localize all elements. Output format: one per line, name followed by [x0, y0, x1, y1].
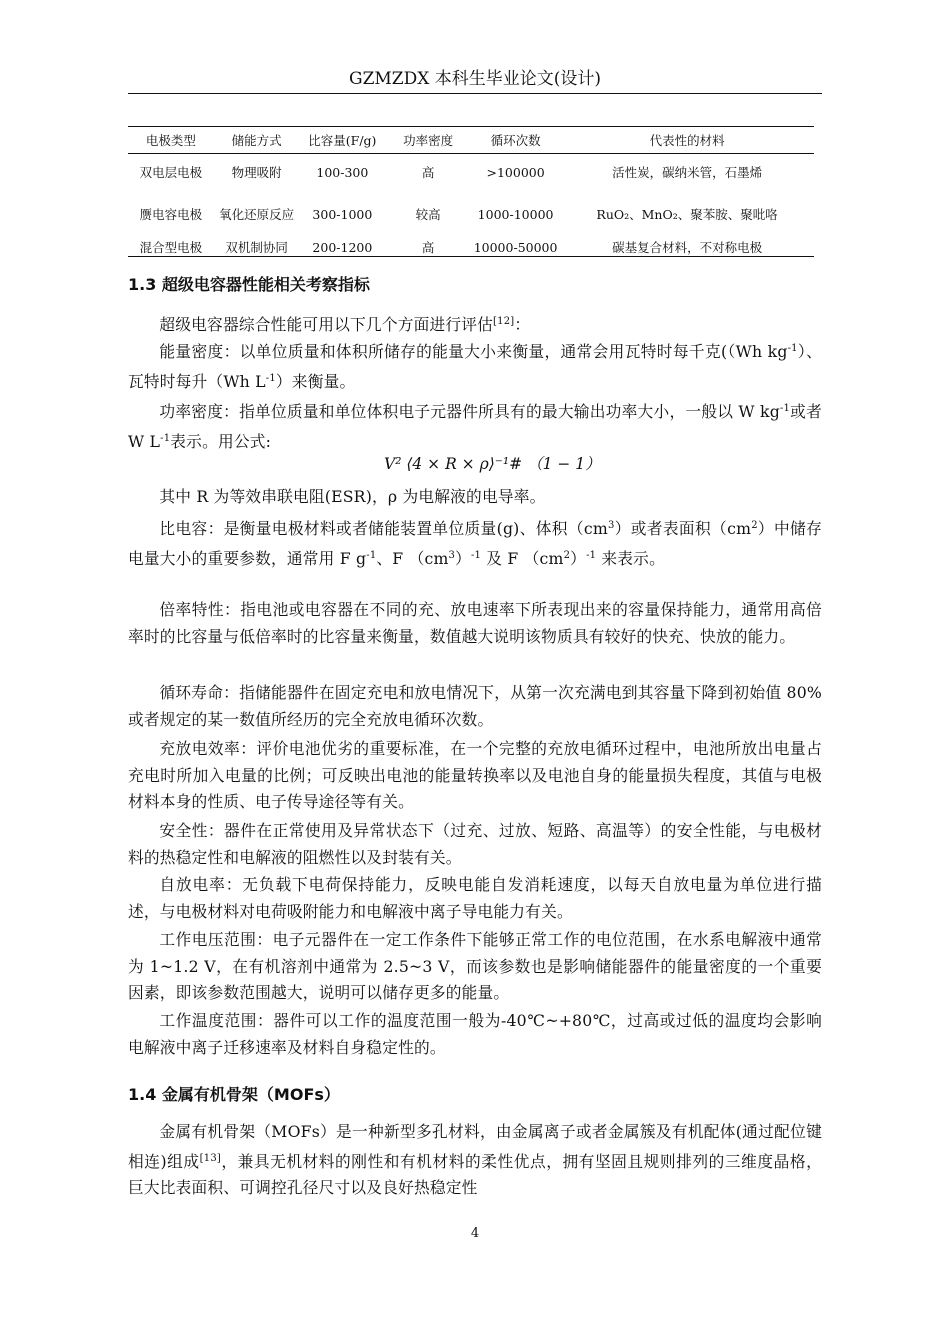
- table-cell: 高: [385, 238, 471, 257]
- table-header-row: [128, 127, 814, 154]
- paragraph-specific-capacitance: 比电容：是衡量电极材料或者储能装置单位质量(g)、体积$(cm^3)$或者表面积$(cm^2)$中储存电量大小的重要参数，通常用 F $g^{-1}$、F $(cm^3)^{-1}$ 及 F $(cm^2)^{-1}$ 来表示。: [128, 519, 822, 568]
- paragraph-self-discharge: 自放电率：无负载下电荷保持能力，反映电能自发消耗速度，以每天自放电量为单位进行描述，与电极材料对电荷吸附能力和电解液中离子导电能力有关。: [128, 875, 822, 921]
- table-header-cell: 比容量(F/g): [300, 127, 386, 154]
- section-heading-1-4: 1.4 金属有机骨架（MOFs）: [128, 1085, 340, 1104]
- table-row: [128, 154, 814, 191]
- table-cell: 高: [421, 164, 435, 180]
- table-row: [128, 190, 814, 238]
- table-cell: 10000-50000: [471, 238, 560, 257]
- paragraph-rate-capability: 倍率特性：指电池或电容器在不同的充、放电速率下所表现出来的容量保持能力，通常用高倍率时的比容量与低倍率时的比容量来衡量，数值越大说明该物质具有较好的快充、快放的能力。: [128, 600, 822, 646]
- table-header-cell: 代表性的材料: [560, 127, 814, 154]
- paragraph-voltage-range: 工作电压范围：电子元器件在一定工作条件下能够正常工作的电位范围，在水系电解液中通常为 1~1.2 V，在有机溶剂中通常为 2.5~3 V，而该参数也是影响储能器件的能量密度的一个重要因素，即该参数范围越大，说明可以储存更多的能量。: [128, 930, 822, 1002]
- paragraph-efficiency: 充放电效率：评价电池优劣的重要标准，在一个完整的充放电循环过程中，电池所放出电量占充电时所加入电量的比例；可反映出电池的能量转换率以及电池自身的能量损失程度，其值与电极材料本身的性质、电子传导途径等有关。: [128, 739, 822, 811]
- paragraph-temperature-range: 工作温度范围：器件可以工作的温度范围一般为-40℃~+80℃，过高或过低的温度均会影响电解液中离子迁移速率及材料自身稳定性的。: [128, 1011, 822, 1057]
- paragraph: 其中 R 为等效串联电阻(ESR)，ρ 为电解液的电导率。: [159, 487, 546, 506]
- table-cell: 200-1200: [300, 238, 386, 257]
- table-cell: 双机制协同: [214, 238, 300, 257]
- table-cell: 赝电容电极: [139, 206, 203, 222]
- table-row: [128, 238, 814, 257]
- table-cell: 物理吸附: [231, 164, 282, 180]
- paragraph-cycle-life: 循环寿命：指储能器件在固定充电和放电情况下，从第一次充满电到其容量下降到初始值 80%或者规定的某一数值所经历的完全充放电循环次数。: [128, 683, 822, 729]
- citation-ref: [12]: [493, 316, 515, 327]
- table-cell: 1000-10000: [477, 206, 554, 222]
- table-cell: 较高: [415, 206, 441, 222]
- table-header-cell: 循环次数: [471, 127, 560, 154]
- citation-ref: [13]: [199, 1152, 221, 1164]
- header-rule: [128, 93, 822, 94]
- table-cell: 100-300: [316, 164, 369, 180]
- paragraph: 超级电容器综合性能可用以下几个方面进行评估[12]：: [159, 315, 531, 335]
- table-cell: 300-1000: [312, 206, 373, 222]
- table-cell: 双电层电极: [139, 164, 203, 180]
- table-cell: 活性炭，碳纳米管，石墨烯: [612, 164, 763, 180]
- page-header: GZMZDX 本科生毕业论文(设计): [348, 69, 601, 89]
- page-number: 4: [470, 1226, 480, 1241]
- table-cell: 碳基复合材料，不对称电极: [560, 238, 814, 257]
- table-header-cell: 储能方式: [214, 127, 300, 154]
- table-cell: RuO₂、MnO₂、聚苯胺、聚吡咯: [596, 206, 778, 222]
- equation-1-1: V² ⟨4 × R × ρ⟩⁻¹# （1 − 1）: [384, 455, 601, 473]
- section-heading-1-3: 1.3 超级电容器性能相关考察指标: [128, 275, 370, 294]
- table-cell: 氧化还原反应: [219, 206, 295, 222]
- table-header-cell: 电极类型: [128, 127, 214, 154]
- table-header-cell: 功率密度: [385, 127, 471, 154]
- paragraph-power-density: 功率密度：指单位质量和单位体积电子元器件所具有的最大输出功率大小，一般以 W $kg^{-1}$或者 W $L^{-1}$表示。用公式:: [128, 402, 822, 451]
- table-cell: >100000: [486, 164, 545, 180]
- paragraph-safety: 安全性：器件在正常使用及异常状态下（过充、过放、短路、高温等）的安全性能，与电极材料的热稳定性和电解液的阻燃性以及封装有关。: [128, 821, 822, 867]
- table-cell: 混合型电极: [128, 238, 214, 257]
- paragraph-energy-density: 能量密度：以单位质量和体积所储存的能量大小来衡量，通常会用瓦特时每千克(（Wh $kg^{-1}$）、瓦特时每升（Wh $L^{-1}$）来衡量。: [128, 342, 822, 391]
- paragraph-mofs: 金属有机骨架（MOFs）是一种新型多孔材料，由金属离子或者金属簇及有机配体(通过配位键相连)组成[13]，兼具无机材料的刚性和有机材料的柔性优点，拥有坚固且规则排列的三维度晶格，巨大比表面积、可调控孔径尺寸以及良好热稳定性: [128, 1122, 822, 1198]
- electrode-comparison-table: [128, 126, 814, 257]
